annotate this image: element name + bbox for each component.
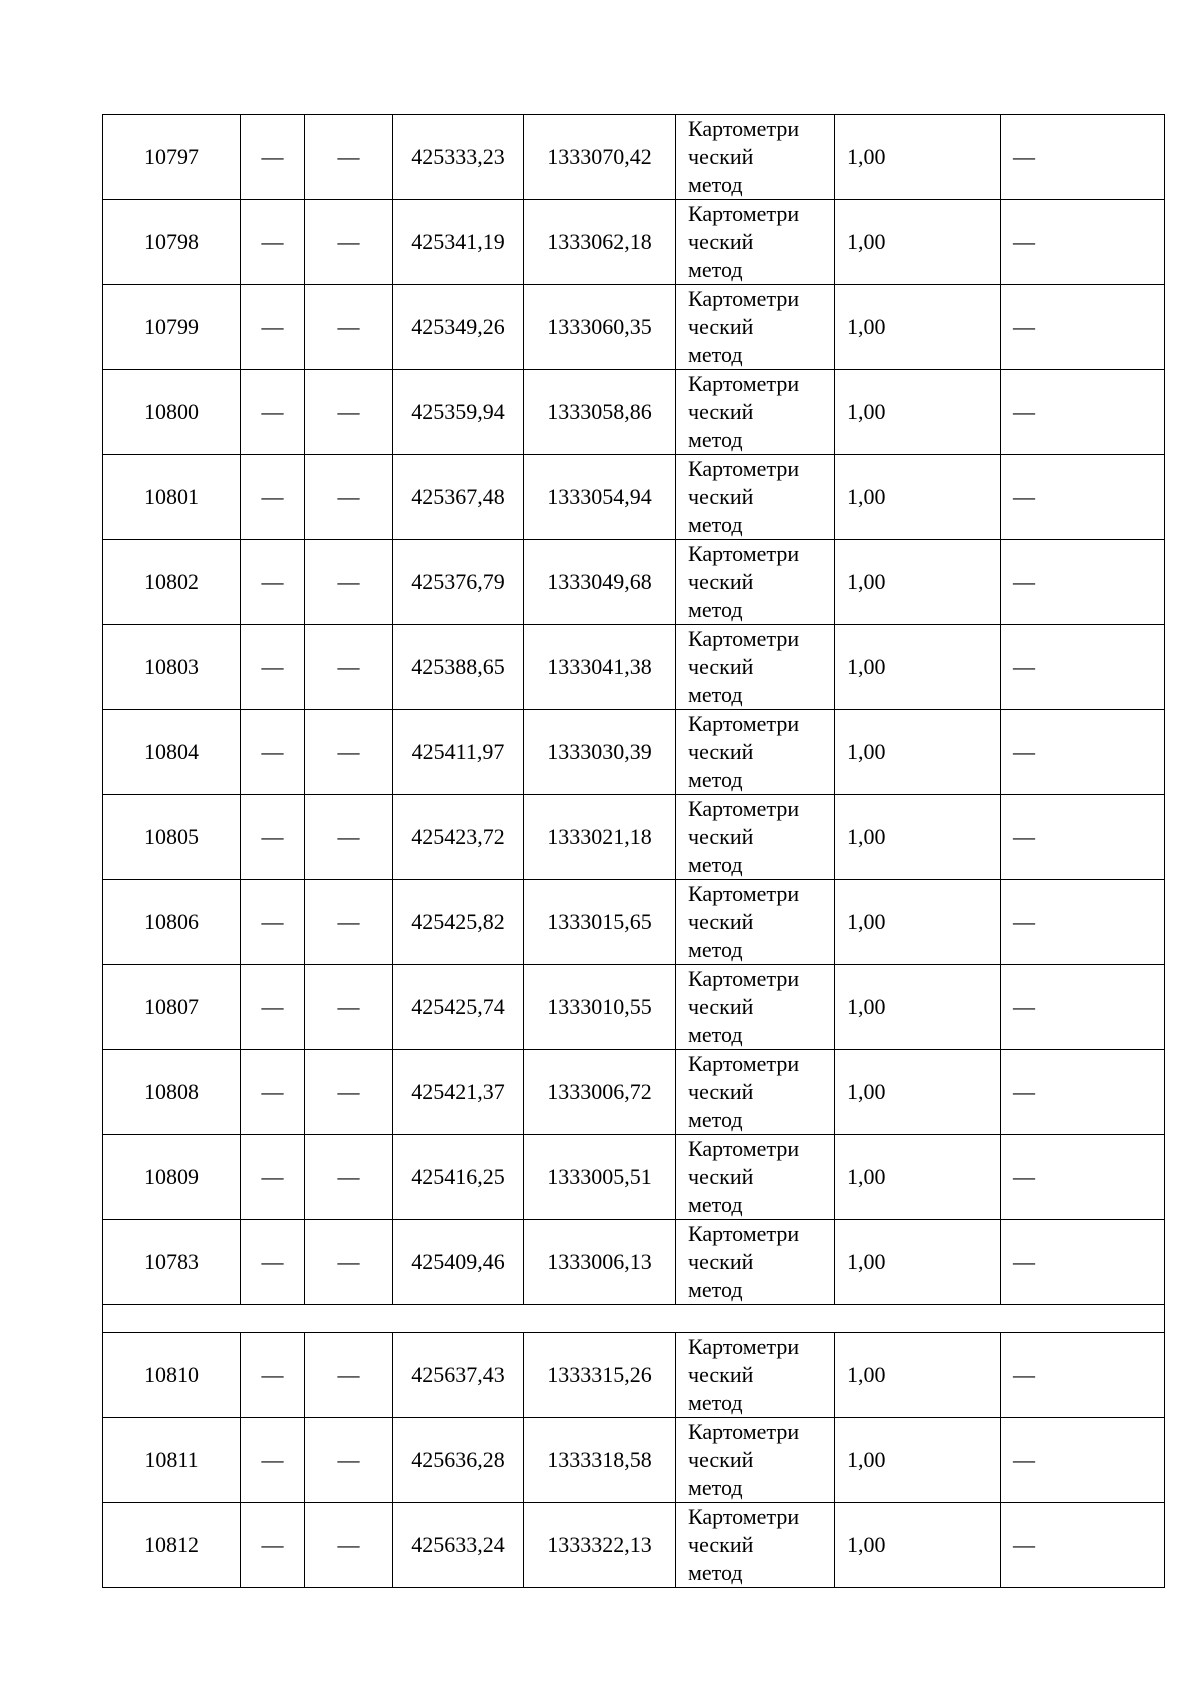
method-text-line: метод	[688, 937, 743, 962]
empty-value-cell: —	[305, 710, 393, 795]
table-row	[103, 1333, 1165, 1418]
y-coordinate-cell: 1333070,42	[524, 115, 676, 200]
point-number-cell: 10783	[103, 1220, 241, 1305]
accuracy-cell: 1,00	[835, 115, 1001, 200]
empty-value-cell: —	[305, 880, 393, 965]
point-number-cell: 10803	[103, 625, 241, 710]
x-coordinate-cell: 425349,26	[393, 285, 524, 370]
note-cell: —	[1001, 540, 1165, 625]
accuracy-cell: 1,00	[835, 1503, 1001, 1588]
empty-value-cell: —	[241, 200, 305, 285]
method-cell	[676, 370, 835, 455]
empty-value-cell: —	[241, 540, 305, 625]
note-cell: —	[1001, 1503, 1165, 1588]
method-text-line: метод	[688, 257, 743, 282]
accuracy-cell: 1,00	[835, 200, 1001, 285]
coordinates-table-body	[103, 115, 1165, 1588]
y-coordinate-cell: 1333049,68	[524, 540, 676, 625]
empty-value-cell: —	[241, 625, 305, 710]
x-coordinate-cell: 425411,97	[393, 710, 524, 795]
method-text-line: ческий	[688, 1362, 754, 1387]
accuracy-cell: 1,00	[835, 965, 1001, 1050]
table-row	[103, 795, 1165, 880]
note-cell: —	[1001, 115, 1165, 200]
accuracy-cell: 1,00	[835, 880, 1001, 965]
method-text-line: ческий	[688, 1164, 754, 1189]
table-row	[103, 285, 1165, 370]
method-text-line: метод	[688, 1192, 743, 1217]
empty-value-cell: —	[305, 1333, 393, 1418]
method-cell	[676, 285, 835, 370]
y-coordinate-cell: 1333021,18	[524, 795, 676, 880]
method-text-line: метод	[688, 1390, 743, 1415]
method-text-line: ческий	[688, 569, 754, 594]
method-cell	[676, 880, 835, 965]
empty-value-cell: —	[305, 1503, 393, 1588]
method-text-line: метод	[688, 852, 743, 877]
empty-value-cell: —	[241, 795, 305, 880]
note-cell: —	[1001, 1050, 1165, 1135]
empty-value-cell: —	[305, 370, 393, 455]
x-coordinate-cell: 425633,24	[393, 1503, 524, 1588]
method-text-line: Картометри	[688, 1504, 800, 1529]
y-coordinate-cell: 1333060,35	[524, 285, 676, 370]
accuracy-cell: 1,00	[835, 1050, 1001, 1135]
empty-value-cell: —	[305, 1418, 393, 1503]
y-coordinate-cell: 1333030,39	[524, 710, 676, 795]
method-text-line: ческий	[688, 399, 754, 424]
method-text-line: Картометри	[688, 1221, 800, 1246]
point-number-cell: 10800	[103, 370, 241, 455]
method-text-line: ческий	[688, 909, 754, 934]
empty-value-cell: —	[305, 200, 393, 285]
note-cell: —	[1001, 965, 1165, 1050]
method-text-line: ческий	[688, 484, 754, 509]
empty-value-cell: —	[305, 285, 393, 370]
x-coordinate-cell: 425421,37	[393, 1050, 524, 1135]
note-cell: —	[1001, 795, 1165, 880]
method-text-line: ческий	[688, 1447, 754, 1472]
note-cell: —	[1001, 370, 1165, 455]
method-text-line: Картометри	[688, 541, 800, 566]
empty-value-cell: —	[305, 1050, 393, 1135]
accuracy-cell: 1,00	[835, 710, 1001, 795]
table-row	[103, 1050, 1165, 1135]
method-cell	[676, 200, 835, 285]
accuracy-cell: 1,00	[835, 285, 1001, 370]
method-cell	[676, 1220, 835, 1305]
y-coordinate-cell: 1333005,51	[524, 1135, 676, 1220]
point-number-cell: 10802	[103, 540, 241, 625]
method-cell	[676, 455, 835, 540]
note-cell: —	[1001, 455, 1165, 540]
empty-value-cell: —	[305, 625, 393, 710]
method-text-line: метод	[688, 1107, 743, 1132]
method-text-line: метод	[688, 1475, 743, 1500]
note-cell: —	[1001, 625, 1165, 710]
table-row	[103, 965, 1165, 1050]
method-text-line: Картометри	[688, 1419, 800, 1444]
method-text-line: метод	[688, 597, 743, 622]
method-cell	[676, 710, 835, 795]
y-coordinate-cell: 1333006,72	[524, 1050, 676, 1135]
point-number-cell: 10805	[103, 795, 241, 880]
method-text-line: Картометри	[688, 1136, 800, 1161]
y-coordinate-cell: 1333318,58	[524, 1418, 676, 1503]
empty-value-cell: —	[241, 285, 305, 370]
table-row	[103, 370, 1165, 455]
method-cell	[676, 1135, 835, 1220]
point-number-cell: 10801	[103, 455, 241, 540]
x-coordinate-cell: 425637,43	[393, 1333, 524, 1418]
empty-value-cell: —	[305, 115, 393, 200]
method-text-line: метод	[688, 512, 743, 537]
accuracy-cell: 1,00	[835, 1220, 1001, 1305]
y-coordinate-cell: 1333015,65	[524, 880, 676, 965]
accuracy-cell: 1,00	[835, 370, 1001, 455]
method-cell	[676, 965, 835, 1050]
empty-value-cell: —	[305, 540, 393, 625]
x-coordinate-cell: 425388,65	[393, 625, 524, 710]
coordinates-table	[102, 114, 1165, 1588]
method-text-line: метод	[688, 342, 743, 367]
method-cell	[676, 115, 835, 200]
point-number-cell: 10797	[103, 115, 241, 200]
y-coordinate-cell: 1333054,94	[524, 455, 676, 540]
method-text-line: Картометри	[688, 1051, 800, 1076]
method-text-line: Картометри	[688, 201, 800, 226]
empty-value-cell: —	[305, 1135, 393, 1220]
x-coordinate-cell: 425425,82	[393, 880, 524, 965]
method-text-line: ческий	[688, 144, 754, 169]
table-row	[103, 625, 1165, 710]
accuracy-cell: 1,00	[835, 795, 1001, 880]
note-cell: —	[1001, 1333, 1165, 1418]
empty-value-cell: —	[305, 795, 393, 880]
y-coordinate-cell: 1333006,13	[524, 1220, 676, 1305]
accuracy-cell: 1,00	[835, 455, 1001, 540]
point-number-cell: 10810	[103, 1333, 241, 1418]
method-text-line: ческий	[688, 994, 754, 1019]
method-cell	[676, 625, 835, 710]
method-text-line: Картометри	[688, 371, 800, 396]
accuracy-cell: 1,00	[835, 1135, 1001, 1220]
method-cell	[676, 1050, 835, 1135]
x-coordinate-cell: 425359,94	[393, 370, 524, 455]
empty-value-cell: —	[241, 710, 305, 795]
point-number-cell: 10811	[103, 1418, 241, 1503]
note-cell: —	[1001, 285, 1165, 370]
note-cell: —	[1001, 1418, 1165, 1503]
x-coordinate-cell: 425367,48	[393, 455, 524, 540]
point-number-cell: 10807	[103, 965, 241, 1050]
x-coordinate-cell: 425376,79	[393, 540, 524, 625]
note-cell: —	[1001, 1220, 1165, 1305]
method-text-line: ческий	[688, 1532, 754, 1557]
y-coordinate-cell: 1333058,86	[524, 370, 676, 455]
empty-value-cell: —	[305, 1220, 393, 1305]
method-cell	[676, 1503, 835, 1588]
method-text-line: Картометри	[688, 456, 800, 481]
table-row	[103, 200, 1165, 285]
empty-value-cell: —	[305, 965, 393, 1050]
method-text-line: ческий	[688, 654, 754, 679]
y-coordinate-cell: 1333062,18	[524, 200, 676, 285]
note-cell: —	[1001, 1135, 1165, 1220]
table-row	[103, 1220, 1165, 1305]
x-coordinate-cell: 425416,25	[393, 1135, 524, 1220]
empty-value-cell: —	[305, 455, 393, 540]
point-number-cell: 10812	[103, 1503, 241, 1588]
empty-value-cell: —	[241, 1220, 305, 1305]
empty-value-cell: —	[241, 880, 305, 965]
y-coordinate-cell: 1333010,55	[524, 965, 676, 1050]
method-text-line: Картометри	[688, 1334, 800, 1359]
method-text-line: метод	[688, 427, 743, 452]
table-row	[103, 880, 1165, 965]
point-number-cell: 10808	[103, 1050, 241, 1135]
empty-value-cell: —	[241, 1135, 305, 1220]
method-text-line: ческий	[688, 824, 754, 849]
method-cell	[676, 540, 835, 625]
empty-value-cell: —	[241, 115, 305, 200]
point-number-cell: 10798	[103, 200, 241, 285]
empty-value-cell: —	[241, 1503, 305, 1588]
method-cell	[676, 1418, 835, 1503]
table-row	[103, 115, 1165, 200]
method-cell	[676, 795, 835, 880]
table-row	[103, 710, 1165, 795]
method-text-line: метод	[688, 1560, 743, 1585]
method-text-line: ческий	[688, 314, 754, 339]
empty-value-cell: —	[241, 1418, 305, 1503]
separator-cell	[103, 1305, 1165, 1333]
table-row	[103, 455, 1165, 540]
y-coordinate-cell: 1333322,13	[524, 1503, 676, 1588]
method-text-line: метод	[688, 1277, 743, 1302]
method-text-line: метод	[688, 682, 743, 707]
x-coordinate-cell: 425423,72	[393, 795, 524, 880]
method-cell	[676, 1333, 835, 1418]
x-coordinate-cell: 425425,74	[393, 965, 524, 1050]
table-row	[103, 1503, 1165, 1588]
point-number-cell: 10809	[103, 1135, 241, 1220]
point-number-cell: 10806	[103, 880, 241, 965]
section-separator-row	[103, 1305, 1165, 1333]
method-text-line: ческий	[688, 1079, 754, 1104]
accuracy-cell: 1,00	[835, 625, 1001, 710]
method-text-line: Картометри	[688, 626, 800, 651]
empty-value-cell: —	[241, 1333, 305, 1418]
accuracy-cell: 1,00	[835, 1418, 1001, 1503]
empty-value-cell: —	[241, 1050, 305, 1135]
method-text-line: метод	[688, 1022, 743, 1047]
method-text-line: ческий	[688, 1249, 754, 1274]
method-text-line: Картометри	[688, 286, 800, 311]
x-coordinate-cell: 425333,23	[393, 115, 524, 200]
x-coordinate-cell: 425409,46	[393, 1220, 524, 1305]
note-cell: —	[1001, 710, 1165, 795]
empty-value-cell: —	[241, 965, 305, 1050]
method-text-line: ческий	[688, 739, 754, 764]
note-cell: —	[1001, 200, 1165, 285]
table-row	[103, 1418, 1165, 1503]
accuracy-cell: 1,00	[835, 1333, 1001, 1418]
method-text-line: Картометри	[688, 881, 800, 906]
method-text-line: Картометри	[688, 711, 800, 736]
note-cell: —	[1001, 880, 1165, 965]
table-row	[103, 540, 1165, 625]
accuracy-cell: 1,00	[835, 540, 1001, 625]
empty-value-cell: —	[241, 455, 305, 540]
x-coordinate-cell: 425636,28	[393, 1418, 524, 1503]
empty-value-cell: —	[241, 370, 305, 455]
y-coordinate-cell: 1333041,38	[524, 625, 676, 710]
method-text-line: Картометри	[688, 116, 800, 141]
method-text-line: ческий	[688, 229, 754, 254]
method-text-line: Картометри	[688, 966, 800, 991]
point-number-cell: 10799	[103, 285, 241, 370]
method-text-line: метод	[688, 767, 743, 792]
table-row	[103, 1135, 1165, 1220]
point-number-cell: 10804	[103, 710, 241, 795]
y-coordinate-cell: 1333315,26	[524, 1333, 676, 1418]
x-coordinate-cell: 425341,19	[393, 200, 524, 285]
method-text-line: метод	[688, 172, 743, 197]
method-text-line: Картометри	[688, 796, 800, 821]
